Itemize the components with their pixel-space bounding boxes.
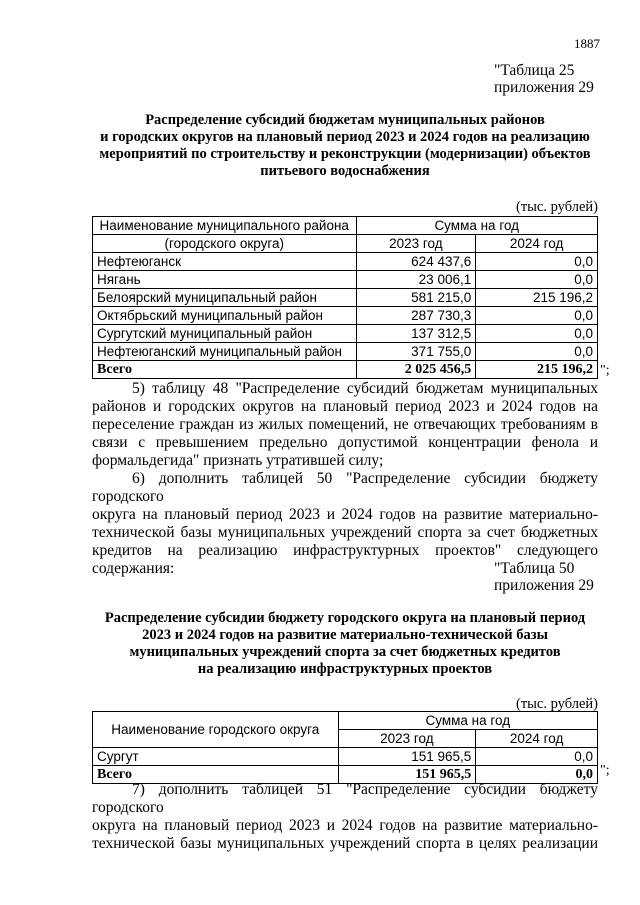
paragraph-line: технической базы муниципальных учреждений спорта в целях реализации xyxy=(92,835,598,852)
table25 xyxy=(92,216,598,379)
paragraph-line: технической базы муниципальных учреждений спорта за счет бюджетных xyxy=(92,524,598,541)
table-row xyxy=(93,325,598,343)
table25-ref-line1: "Таблица 25 xyxy=(494,62,575,79)
table50-title xyxy=(92,610,598,678)
table-row xyxy=(93,253,598,271)
row-2023: 151 965,5 xyxy=(338,748,476,766)
paragraph-line: содержания: xyxy=(92,560,175,577)
row-name: Нягань xyxy=(93,271,357,289)
row-name: Сургутский муниципальный район xyxy=(93,325,357,343)
row-2023: 371 755,0 xyxy=(356,343,476,361)
table25-header-sum: Сумма на год xyxy=(356,217,598,235)
paragraph-line: переселение граждан из жилых помещений, не отвечающих требованиям в xyxy=(92,416,598,433)
table25-title xyxy=(92,112,598,180)
row-name: Белоярский муниципальный район xyxy=(93,289,357,307)
paragraph-line: округа на плановый период 2023 и 2024 годов на развитие материально- xyxy=(92,506,598,523)
row-2023: 23 006,1 xyxy=(356,271,476,289)
row-2023: 137 312,5 xyxy=(356,325,476,343)
row-name: Нефтеюганский муниципальный район xyxy=(93,343,357,361)
page-number: 1887 xyxy=(574,36,600,51)
paragraph-line: 5) таблицу 48 "Распределение субсидий бюджетам муниципальных xyxy=(132,380,598,397)
row-2024: 0,0 xyxy=(476,748,598,766)
table50 xyxy=(92,711,598,784)
table25-reference xyxy=(470,62,598,96)
row-name: Нефтеюганск xyxy=(93,253,357,271)
row-name: Октябрьский муниципальный район xyxy=(93,307,357,325)
table50-header-name: Наименование городского округа xyxy=(93,712,339,748)
row-2023: 287 730,3 xyxy=(356,307,476,325)
paragraph-line: районов и городских округов на плановый период 2023 и 2024 годов на xyxy=(92,398,598,415)
table-row xyxy=(93,748,598,766)
row-2024: 0,0 xyxy=(476,343,598,361)
row-2023: 624 437,6 xyxy=(356,253,476,271)
table50-title-line: 2023 и 2024 годов на развитие материально-технической базы xyxy=(142,627,548,643)
table-row xyxy=(93,289,598,307)
row-2024: 0,0 xyxy=(476,271,598,289)
total-row xyxy=(93,361,598,379)
table50-header-2023: 2023 год xyxy=(338,730,476,748)
total-2023: 151 965,5 xyxy=(338,766,476,784)
table50-reference xyxy=(470,560,598,594)
row-2024: 0,0 xyxy=(476,325,598,343)
table50-title-line: на реализацию инфраструктурных проектов xyxy=(197,661,493,677)
paragraph-7 xyxy=(92,781,598,853)
paragraph-line: 7) дополнить таблицей 51 "Распределение субсидии бюджету городского xyxy=(92,781,598,816)
total-2023: 2 025 456,5 xyxy=(356,361,476,379)
paragraph-line: формальдегида" признать утратившей силу; xyxy=(92,452,384,469)
paragraph-line: кредитов на реализацию инфраструктурных проектов" следующего xyxy=(92,542,598,559)
paragraph-line: связи с превышением предельно допустимой концентрации фенола и xyxy=(92,434,598,451)
table50-closing-quote: "; xyxy=(600,763,610,778)
table25-title-line: питьевого водоснабжения xyxy=(260,163,430,179)
total-2024: 0,0 xyxy=(476,766,598,784)
total-label: Всего xyxy=(93,766,339,784)
table25-title-line: и городских округов на плановый период 2023 и 2024 годов на реализацию xyxy=(100,129,590,145)
table50-header-2024: 2024 год xyxy=(476,730,598,748)
table50-ref-line1: "Таблица 50 xyxy=(494,560,575,577)
row-2023: 581 215,0 xyxy=(356,289,476,307)
table25-unit: (тыс. рублей) xyxy=(516,199,598,215)
table25-header-name-1: Наименование муниципального района xyxy=(93,217,357,235)
table-row xyxy=(93,307,598,325)
table-row xyxy=(93,343,598,361)
paragraph-5 xyxy=(92,380,598,470)
table50-title-line: муниципальных учреждений спорта за счет бюджетных кредитов xyxy=(129,644,561,660)
paragraph-line: округа на плановый период 2023 и 2024 годов на развитие материально- xyxy=(92,817,598,834)
table25-title-line: Распределение субсидий бюджетам муниципальных районов xyxy=(145,112,545,128)
table-row xyxy=(93,271,598,289)
table25-header-2024: 2024 год xyxy=(476,235,598,253)
table25-header-2023: 2023 год xyxy=(356,235,476,253)
total-label: Всего xyxy=(93,361,357,379)
table25-ref-line2: приложения 29 xyxy=(494,79,594,96)
row-2024: 0,0 xyxy=(476,253,598,271)
total-2024: 215 196,2 xyxy=(476,361,598,379)
paragraph-line: 6) дополнить таблицей 50 "Распределение субсидии бюджету городского xyxy=(92,470,598,505)
table25-header-name-2: (городского округа) xyxy=(93,235,357,253)
table50-unit: (тыс. рублей) xyxy=(516,696,598,712)
row-name: Сургут xyxy=(93,748,339,766)
row-2024: 215 196,2 xyxy=(476,289,598,307)
table25-closing-quote: "; xyxy=(600,363,610,378)
table50-header-sum: Сумма на год xyxy=(338,712,597,730)
table50-ref-line2: приложения 29 xyxy=(494,577,594,594)
row-2024: 0,0 xyxy=(476,307,598,325)
table25-title-line: мероприятий по строительству и реконструкции (модернизации) объектов xyxy=(99,146,591,162)
table50-title-line: Распределение субсидии бюджету городского округа на плановый период xyxy=(104,610,586,626)
